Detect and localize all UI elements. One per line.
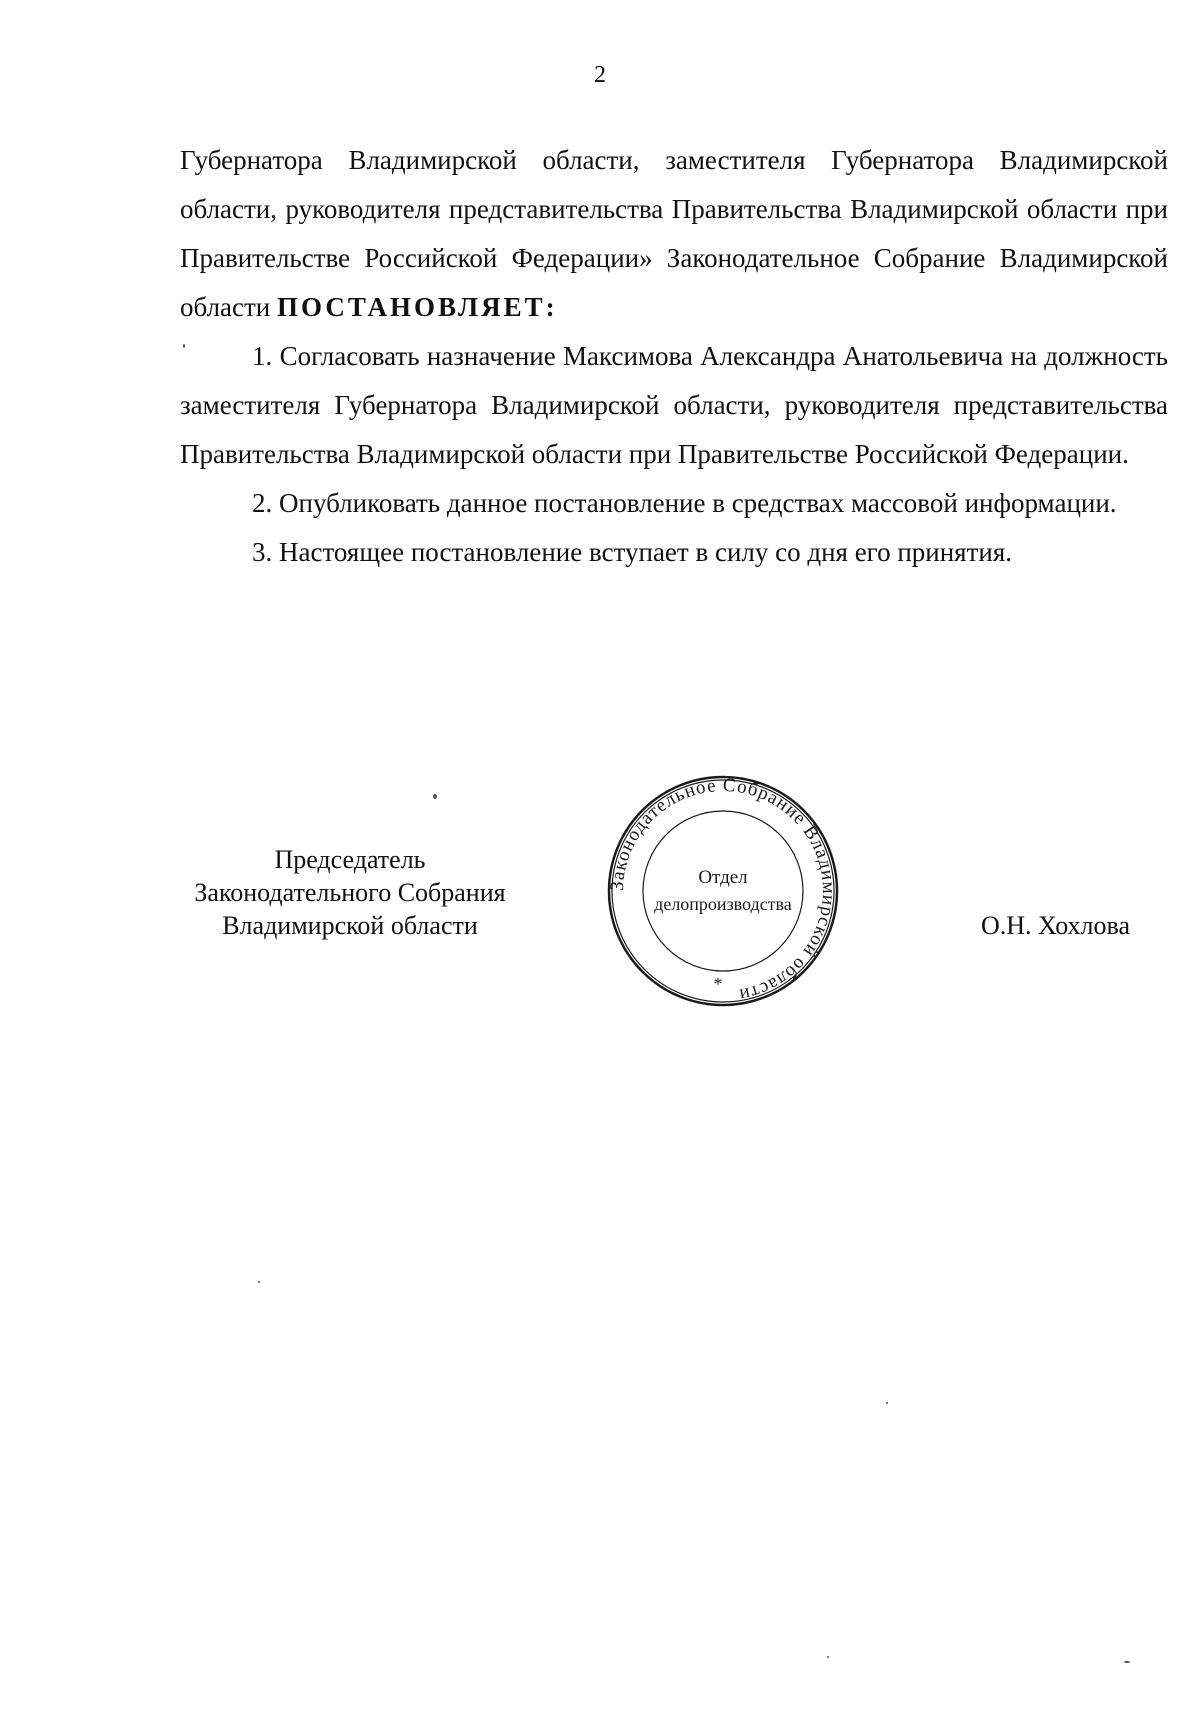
position-line-3: Владимирской области: [222, 911, 478, 940]
intro-paragraph: [180, 136, 1168, 332]
page-number: 2: [594, 62, 606, 88]
resolution-item-2: 2. Опубликовать данное постановление в средствах массовой информации.: [252, 488, 1117, 518]
resolution-item-1: 1. Согласовать назначение Максимова Александра Анатольевича на должность заместителя Губернатора Владимирской области, руководителя представительства Правительства Владимирской области при Правительстве Российской Федерации.: [180, 341, 1168, 469]
resolution-item-3: 3. Настоящее постановление вступает в силу со дня его принятия.: [252, 537, 1013, 567]
resolves-heading: ПОСТАНОВЛЯЕТ:: [277, 292, 558, 322]
signatory-position: [160, 843, 540, 942]
scan-speck: [433, 794, 437, 799]
stamp-center-ring: [643, 811, 803, 971]
scan-speck: [827, 1656, 829, 1658]
stamp-star: *: [713, 974, 723, 994]
scan-speck: [258, 1281, 260, 1283]
intro-text: Губернатора Владимирской области, заместителя Губернатора Владимирской области, руководителя представительства Правительства Владимирской области при Правительстве Российской Федерации» Законодательное Собрание Владимирской области: [180, 145, 1168, 322]
position-line-2: Законодательного Собрания: [194, 878, 506, 907]
official-stamp: [604, 772, 842, 1010]
scan-speck: [1124, 1661, 1130, 1663]
resolution-body: [180, 136, 1168, 577]
stamp-ring-text: Законодательное Собрание Владимирской области: [606, 774, 840, 1006]
scan-speck: [886, 1402, 888, 1404]
signatory-name: О.Н. Хохлова: [981, 911, 1130, 940]
position-line-1: Председатель: [274, 845, 426, 874]
scan-speck: [183, 344, 185, 348]
stamp-center-line-1: Отдел: [698, 867, 748, 888]
stamp-center-line-2: делопроизводства: [654, 894, 792, 914]
